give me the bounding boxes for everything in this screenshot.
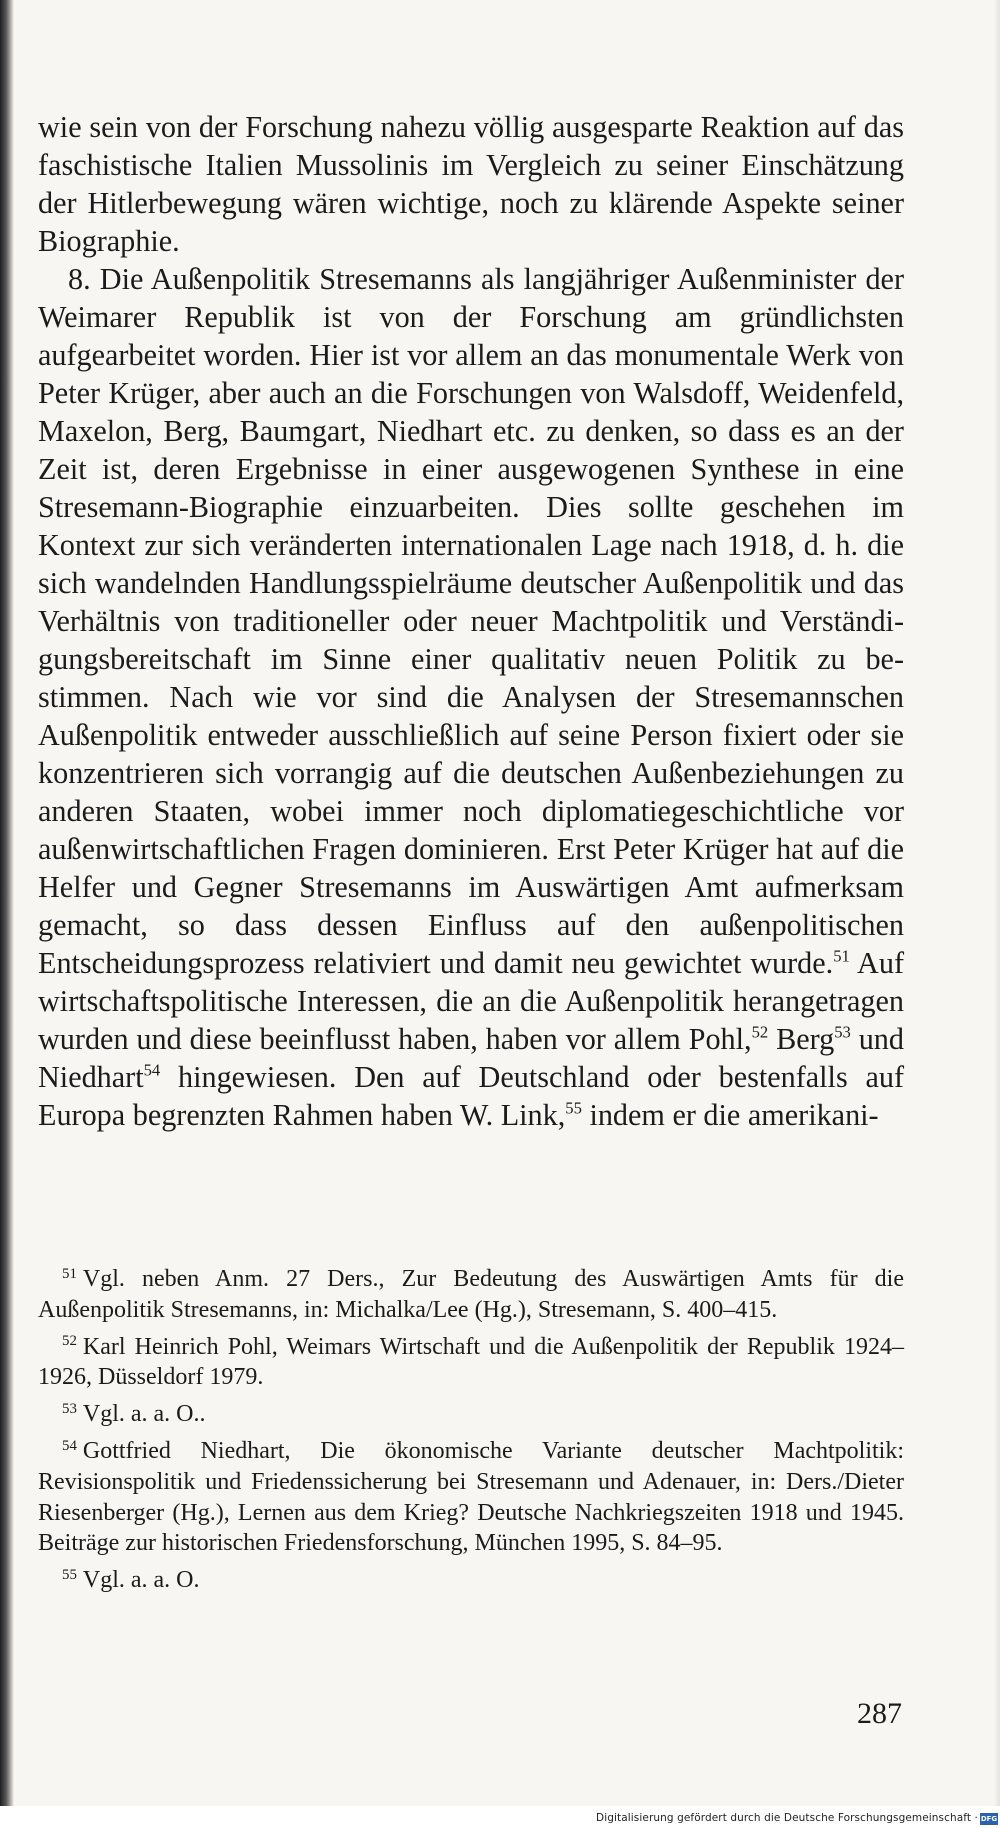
footnote-reference[interactable]: 54	[143, 1060, 161, 1080]
footnote-number: 54	[62, 1437, 77, 1454]
footnote	[38, 1399, 904, 1430]
page-number: 287	[857, 1697, 902, 1730]
footnote-reference[interactable]: 53	[834, 1022, 851, 1042]
body-text-segment: indem er die amerikani-	[581, 1098, 879, 1132]
footnote	[38, 1332, 904, 1394]
body-paragraph	[38, 260, 904, 1134]
footnote-number: 53	[62, 1401, 77, 1418]
footnote-text: Karl Heinrich Pohl, Weimars Wirtschaft und die Außenpolitik der Republik 1924–1926, Düsseldorf 1979.	[38, 1333, 904, 1391]
digitization-credit-bar	[0, 1806, 1000, 1828]
body-text-segment: und Niedhart	[38, 1022, 904, 1094]
book-spine-shadow	[0, 0, 14, 1828]
body-text-segment: wie sein von der Forschung nahezu völlig ausgesparte Reaktion auf das faschistische Italien Mussolinis im Vergleich zu seiner Einschätzung der Hitlerbewegung wären wichtige, noch zu klärende Aspekte seiner Biographie.	[38, 110, 904, 258]
body-paragraph	[38, 108, 904, 260]
dfg-logo: DFG	[980, 1815, 998, 1823]
footnote-text: Vgl. a. a. O..	[82, 1401, 206, 1428]
digitization-credit-text: Digitalisierung gefördert durch die Deutsche Forschungsgemeinschaft ·	[596, 1812, 978, 1824]
footnote	[38, 1565, 904, 1596]
footnote	[38, 1436, 904, 1559]
body-text	[38, 108, 904, 1134]
body-text-segment: Auf wirtschaftspolitische Interessen, die an die Außenpolitik herangetragen wurden und diese beeinflusst haben, haben vor allem Pohl,	[38, 946, 904, 1056]
body-text-segment: Berg	[768, 1022, 835, 1056]
footnote-reference[interactable]: 51	[833, 946, 850, 966]
body-text-segment: hingewiesen. Den auf Deutschland oder bestenfalls auf Europa begrenzten Rahmen haben W. Link,	[38, 1060, 904, 1132]
footnote-text: Vgl. neben Anm. 27 Ders., Zur Bedeutung des Auswärtigen Amts für die Außenpolitik Stresemanns, in: Michalka/Lee (Hg.), Stresemann, S. 400–415.	[38, 1266, 904, 1323]
footnotes	[38, 1264, 904, 1602]
footnote-reference[interactable]: 52	[751, 1022, 769, 1042]
footnote-reference[interactable]: 55	[565, 1098, 582, 1118]
footnote-number: 52	[62, 1333, 77, 1350]
footnote	[38, 1264, 904, 1326]
footnote-text: Gottfried Niedhart, Die ökonomische Variante deutscher Machtpolitik: Revisionspolitik und Friedenssicherung bei Stresemann und Adenauer, in: Ders./Dieter Riesenberger (Hg.), Lernen aus dem Krieg? Deutsche Nachkriegszeiten 1918 und 1945. Beiträge zur historischen Friedensforschung, München 1995, S. 84–95.	[38, 1437, 904, 1557]
footnote-text: Vgl. a. a. O.	[82, 1567, 200, 1594]
footnote-number: 55	[62, 1567, 77, 1583]
body-text-segment: 8. Die Außenpolitik Stresemanns als langjähriger Außenminister der Weimarer Republik ist von der Forschung am gründlichsten aufgearbeitet worden. Hier ist vor allem an das monumentale Werk von Peter Krüger, aber auch an die Forschungen von Walsdoff, Weidenfeld, Maxelon, Berg, Baumgart, Niedhart etc. zu denken, so dass es an der Zeit ist, deren Ergebnisse in einer ausgewogenen Synthese in eine Stresemann-Biographie einzuarbeiten. Dies sollte geschehen im Kontext zur sich veränderten internationalen Lage nach 1918, d. h. die sich wandelnden Handlungsspielräume deutscher Außenpolitik und das Verhältnis von traditioneller oder neuer Machtpolitik und Verständigungsbereitschaft im Sinne einer qualitativ neuen Politik zu bestimmen. Nach wie vor sind die Analysen der Stresemannschen Außenpolitik entweder ausschließlich auf seine Person fixiert oder sie konzentrieren sich vorrangig auf die deutschen Außenbeziehungen zu anderen Staaten, wobei immer noch diplomatiegeschichtliche vor außenwirtschaftlichen Fragen dominieren. Erst Peter Krüger hat auf die Helfer und Gegner Stresemanns im Auswärtigen Amt aufmerksam gemacht, so dass dessen Einfluss auf den außenpolitischen Entscheidungsprozess relativiert und damit neu gewichtet wurde.	[38, 262, 904, 980]
page-edge	[994, 0, 1000, 1828]
footnote-number: 51	[62, 1265, 77, 1282]
